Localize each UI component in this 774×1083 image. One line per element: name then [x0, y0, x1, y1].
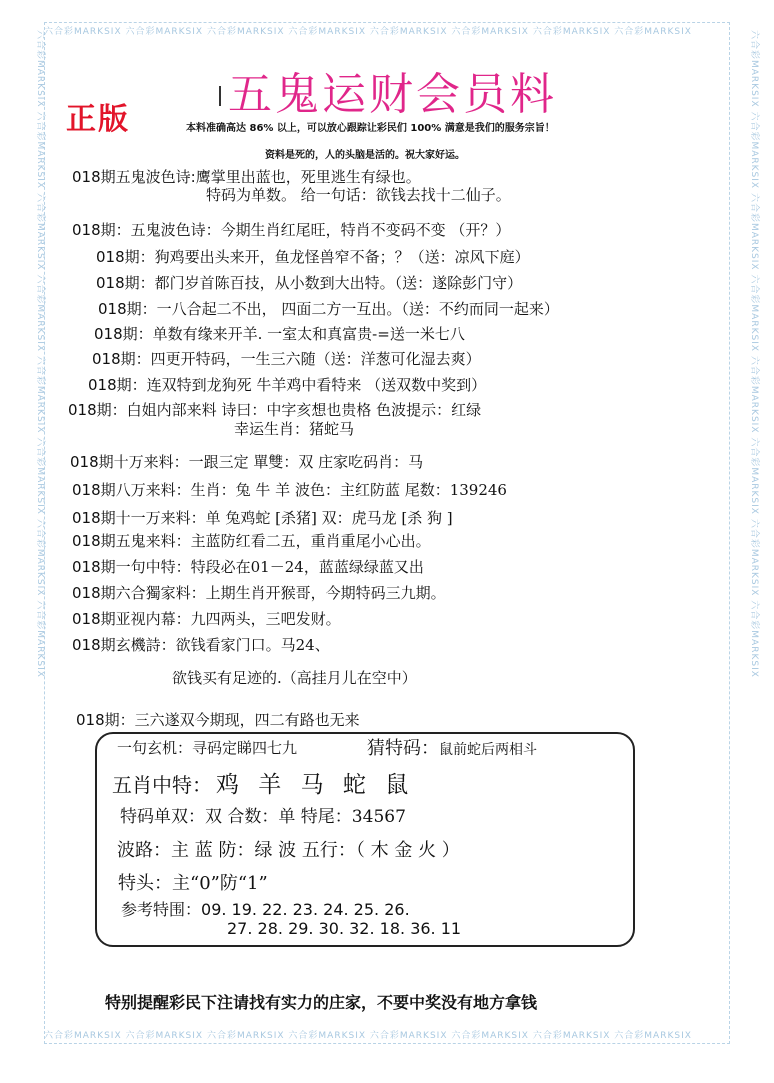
- watermark-top: 六合彩MARKSIX 六合彩MARKSIX 六合彩MARKSIX 六合彩MARKSIX 六合彩MARKSIX 六合彩MARKSIX 六合彩MARKSIX 六合彩MARKSIX: [44, 27, 692, 37]
- info-line: 018期：白姐内部来料 诗曰：中字亥想也贵格 色波提示：红绿: [68, 401, 482, 419]
- info-line: 018期六合獨家料：上期生肖开猴哥，今期特码三九期。: [72, 584, 446, 602]
- reference-line-2: 27. 28. 29. 30. 32. 18. 36. 11: [227, 919, 462, 938]
- info-line: 018期：都门岁首陈百技，从小数到大出特。（送：遂除彭门守）: [96, 274, 523, 292]
- info-line: 018期五鬼波色诗:鹰掌里出蓝也，死里逃生有绿也。: [72, 168, 421, 186]
- guess-line: 猜特码：鼠前蛇后两相斗: [367, 738, 537, 759]
- title-bar-mark: [219, 86, 221, 106]
- odd-even-line: 特码单双：双 合数：单 特尾：34567: [120, 807, 406, 827]
- info-line: 018期：一八合起二不出， 四面二方一互出。（送：不约而同一起来）: [98, 300, 559, 318]
- info-line: 018期亚视内幕：九四两头，三吧发财。: [72, 610, 341, 628]
- info-line: 018期八万来料：生肖：兔 牛 羊 波色：主红防蓝 尾数：139246: [72, 481, 507, 499]
- riddle-line: 一句玄机：寻码定睇四七九: [117, 739, 298, 757]
- info-line: 018期：四更开特码，一生三六随（送：洋葱可化湿去爽）: [92, 350, 481, 368]
- watermark-bottom: 六合彩MARKSIX 六合彩MARKSIX 六合彩MARKSIX 六合彩MARKSIX 六合彩MARKSIX 六合彩MARKSIX 六合彩MARKSIX 六合彩MARKSIX: [44, 1031, 692, 1041]
- info-line: 幸运生肖：猪蛇马: [234, 420, 355, 438]
- five-zodiac-line: 五肖中特： 鸡 羊 马 蛇 鼠: [112, 772, 415, 798]
- authentic-badge: 正版: [66, 102, 130, 137]
- info-line: 018期十一万来料：单 兔鸡蛇 [杀猪] 双：虎马龙 [杀 狗 ]: [72, 509, 453, 527]
- info-line: 特码为单数。 给一句话：欲钱去找十二仙子。: [206, 186, 511, 204]
- footer-reminder: 特别提醒彩民下注请找有实力的庄家，不要中奖没有地方拿钱: [105, 993, 538, 1012]
- info-line: 018期：狗鸡要出头来开，鱼龙怪兽窄不备；？（送：凉风下庭）: [96, 248, 530, 266]
- info-line: 018期十万来料：一跟三定 單雙：双 庄家吃码肖：马: [70, 453, 424, 471]
- info-line: 018期：连双特到龙狗死 牛羊鸡中看特来 （送双数中奖到）: [88, 376, 487, 394]
- info-line: 018期：三六遂双今期现，四二有路也无来: [76, 711, 360, 729]
- page-title: 五鬼运财会员料: [228, 69, 557, 120]
- info-line: 018期玄機詩：欲钱看家门口。马24、: [72, 636, 330, 654]
- reference-line-1: 参考特围：09. 19. 22. 23. 24. 25. 26.: [121, 900, 410, 919]
- subtitle-luck: 资料是死的，人的头脑是活的。祝大家好运。: [265, 150, 465, 161]
- info-line: 018期一句中特：特段必在01－24，蓝蓝绿绿蓝又出: [72, 558, 424, 576]
- head-line: 特头：主“0”防“1”: [118, 873, 268, 894]
- watermark-right: 六合彩MARKSIX 六合彩MARKSIX 六合彩MARKSIX 六合彩MARKSIX 六合彩MARKSIX 六合彩MARKSIX 六合彩MARKSIX 六合彩MARKSIX: [749, 30, 759, 678]
- wave-line: 波路：主 蓝 防：绿 波 五行：（ 木 金 火 ）: [117, 840, 460, 861]
- info-line: 018期五鬼来料：主蓝防红看二五，重肖重尾小心出。: [72, 532, 431, 550]
- subtitle-accuracy: 本料准确高达 86% 以上，可以放心跟踪让彩民们 100% 满意是我们的服务宗旨！: [186, 123, 555, 134]
- info-line: 018期：五鬼波色诗：今期生肖红尾旺，特肖不变码不变 （开？）: [72, 221, 511, 239]
- watermark-left: 六合彩MARKSIX 六合彩MARKSIX 六合彩MARKSIX 六合彩MARKSIX 六合彩MARKSIX 六合彩MARKSIX 六合彩MARKSIX 六合彩MARKSIX: [35, 30, 45, 678]
- info-line: 欲钱买有足迹的.（高挂月儿在空中）: [172, 669, 417, 687]
- info-line: 018期：单数有缘来开羊. 一室太和真富贵-=送一米七八: [94, 325, 465, 343]
